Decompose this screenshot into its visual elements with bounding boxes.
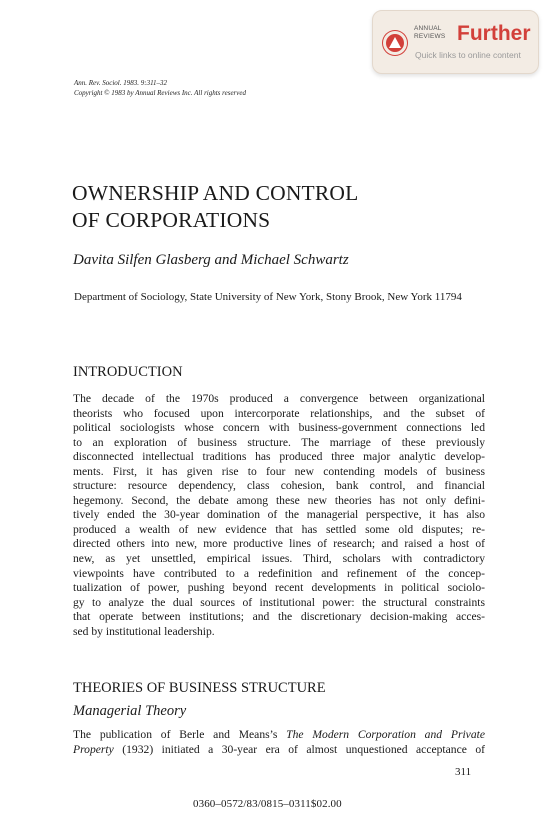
introduction-paragraph (73, 392, 485, 639)
theories-line2-rest: (1932) initiated a 30-year era of almost unquestioned acceptance of (113, 742, 485, 756)
intro-line: ments. First, it has given rise to four new contending models of business (73, 464, 485, 478)
intro-line: The decade of the 1970s produced a convergence between organizational (73, 392, 485, 405)
intro-line: political sociologists whose concern with business-government connections led (73, 421, 485, 435)
badge-publisher-line1: ANNUAL (414, 25, 442, 32)
citation-line-2: Copyright © 1983 by Annual Reviews Inc. All rights reserved (74, 89, 246, 97)
article-title (72, 180, 359, 234)
intro-line: that operate between institutions; and the discretionary decision-making acces- (73, 610, 485, 624)
intro-line: produced a wealth of new evidence that has settled some old disputes; re- (73, 522, 485, 536)
journal-citation (74, 78, 246, 98)
introduction-heading: INTRODUCTION (73, 364, 183, 380)
badge-subtitle-link[interactable]: Quick links to online content (415, 50, 521, 60)
intro-line: directed others into new, more productive lines of research; and raised a host of (73, 537, 485, 551)
theories-heading: THEORIES OF BUSINESS STRUCTURE (73, 680, 326, 696)
intro-line: tively ended the 30-year domination of the managerial perspective, it has also (73, 508, 485, 522)
theories-line1-prefix: The publication of Berle and Means’s (73, 728, 287, 741)
theories-paragraph (73, 728, 485, 757)
intro-line: new, as yet unsettled, empirical issues. Third, scholars with contradictory (73, 552, 485, 566)
theories-line-2 (73, 743, 485, 758)
badge-publisher-line2: REVIEWS (414, 33, 446, 40)
author-affiliation: Department of Sociology, State University of New York, Stony Brook, New York 11794 (74, 291, 462, 303)
annual-reviews-logo-icon (383, 31, 407, 55)
citation-line-1: Ann. Rev. Sociol. 1983. 9:311–32 (74, 79, 168, 87)
managerial-theory-subheading: Managerial Theory (73, 703, 187, 719)
intro-line: tualization of power, pushing beyond recent developments in political sociolo- (73, 581, 485, 595)
intro-line: hegemony. Second, the debate among these new theories has not only defini- (73, 493, 485, 507)
badge-publisher (414, 25, 445, 41)
price-code: 0360–0572/83/0815–0311$02.00 (193, 798, 342, 810)
page-number: 311 (455, 766, 472, 778)
intro-line: structure: resource dependency, class cohesion, bank control, and financial (73, 479, 485, 493)
annual-reviews-further-badge[interactable] (372, 10, 539, 74)
intro-line: gy to analyze the dual sources of institutional power: the structural constraints (73, 595, 485, 609)
book-title-part-1: The Modern Corporation and Private (286, 728, 485, 741)
badge-title: Further (457, 22, 531, 45)
title-line-2: OF CORPORATIONS (72, 208, 271, 232)
theories-line-1 (73, 728, 485, 743)
intro-line: theorists who focused upon intercorporate relationships, and the subset of (73, 406, 485, 420)
book-title-part-2: Property (73, 742, 114, 756)
intro-line: viewpoints have contributed to a redefinition and refinement of the concep- (73, 566, 485, 580)
intro-line: sed by institutional leadership. (73, 624, 215, 638)
intro-line: to an exploration of business structure. The marriage of these previously (73, 435, 485, 449)
title-line-1: OWNERSHIP AND CONTROL (72, 181, 359, 205)
article-authors: Davita Silfen Glasberg and Michael Schwartz (73, 252, 349, 268)
intro-line: disconnected intellectual traditions has produced three major analytic develop- (73, 450, 485, 464)
